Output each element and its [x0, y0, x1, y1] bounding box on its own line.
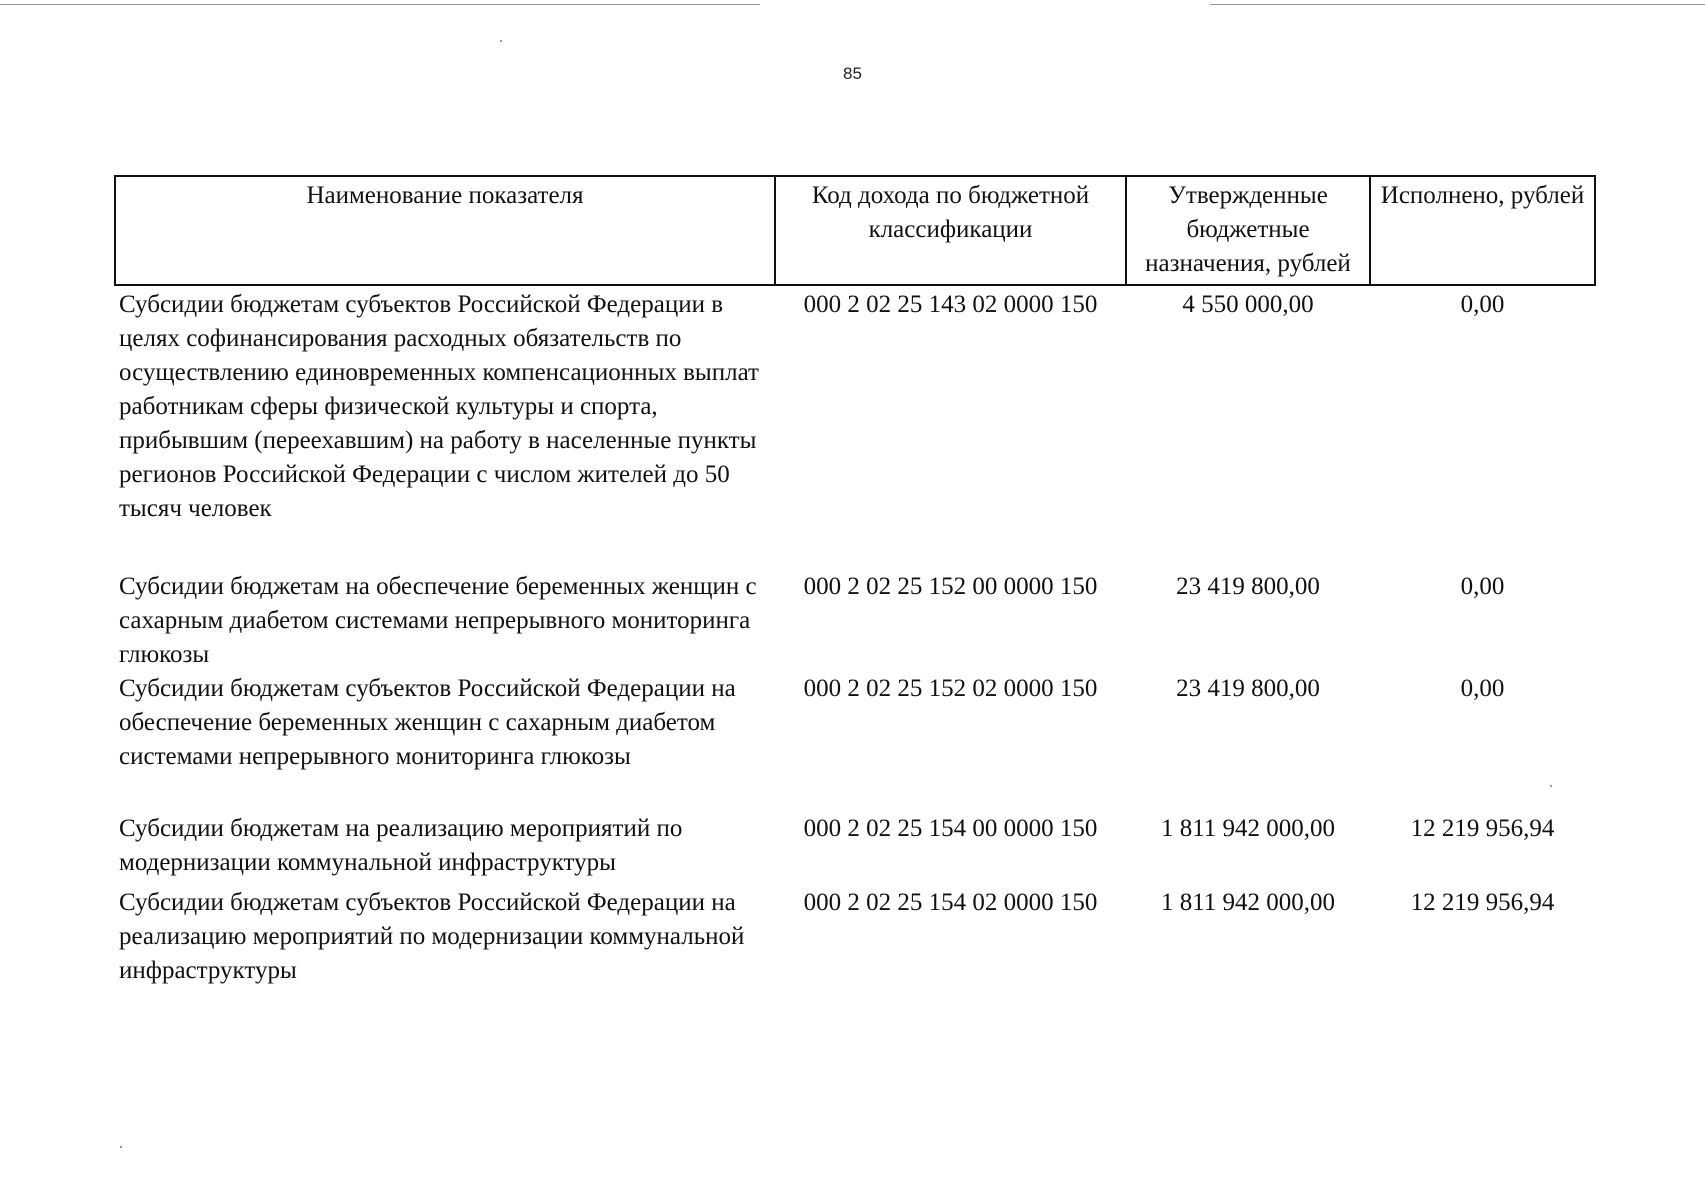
table-row	[115, 285, 1595, 570]
table-row	[115, 672, 1595, 812]
header-approved-amount: Утвержденные бюджетные назначения, рублей	[1126, 176, 1370, 285]
scan-speck	[500, 40, 502, 42]
executed-amount: 12 219 956,94	[1410, 815, 1555, 842]
table-row	[115, 812, 1595, 886]
executed-amount: 0,00	[1460, 573, 1505, 600]
scan-speck	[1550, 785, 1552, 787]
header-executed-amount: Исполнено, рублей	[1370, 176, 1595, 285]
approved-amount: 1 811 942 000,00	[1160, 889, 1336, 916]
indicator-name: Субсидии бюджетам на реализацию мероприятий по модернизации коммунальной инфраструктуры	[119, 815, 683, 876]
approved-amount: 23 419 800,00	[1176, 573, 1320, 600]
approved-amount: 23 419 800,00	[1176, 675, 1320, 702]
executed-amount: 0,00	[1460, 675, 1505, 702]
table-header-row	[115, 176, 1595, 285]
page-number: 85	[843, 64, 862, 83]
table-row	[115, 886, 1595, 988]
budget-table	[114, 175, 1596, 988]
indicator-name: Субсидии бюджетам субъектов Российской Федерации на реализацию мероприятий по модернизации коммунальной инфраструктуры	[119, 889, 745, 984]
header-indicator-name: Наименование показателя	[115, 176, 775, 285]
scan-speck	[120, 1146, 122, 1148]
indicator-name: Субсидии бюджетам на обеспечение беременных женщин с сахарным диабетом системами непрерывного мониторинга глюкозы	[119, 573, 757, 668]
income-code: 000 2 02 25 152 00 0000 150	[803, 573, 1098, 600]
executed-amount: 0,00	[1460, 291, 1505, 318]
executed-amount: 12 219 956,94	[1410, 889, 1555, 916]
table-row	[115, 570, 1595, 672]
income-code: 000 2 02 25 154 00 0000 150	[803, 815, 1098, 842]
indicator-name: Субсидии бюджетам субъектов Российской Федерации на обеспечение беременных женщин с сахарным диабетом системами непрерывного мониторинга глюкозы	[119, 675, 736, 770]
header-income-code: Код дохода по бюджетной классификации	[775, 176, 1126, 285]
income-code: 000 2 02 25 154 02 0000 150	[803, 889, 1098, 916]
indicator-name: Субсидии бюджетам субъектов Российской Федерации в целях софинансирования расходных обязательств по осуществлению единовременных компенсационных выплат работникам сферы физической культуры и спорта, прибывшим (переехавшим) на работу в населенные пункты регионов Российской Федерации с числом жителей до 50 тысяч человек	[119, 291, 759, 522]
approved-amount: 4 550 000,00	[1182, 291, 1314, 318]
scan-edge-line	[0, 4, 760, 5]
scan-edge-line	[1210, 4, 1705, 5]
income-code: 000 2 02 25 152 02 0000 150	[803, 675, 1098, 702]
income-code: 000 2 02 25 143 02 0000 150	[803, 291, 1098, 318]
approved-amount: 1 811 942 000,00	[1160, 815, 1336, 842]
